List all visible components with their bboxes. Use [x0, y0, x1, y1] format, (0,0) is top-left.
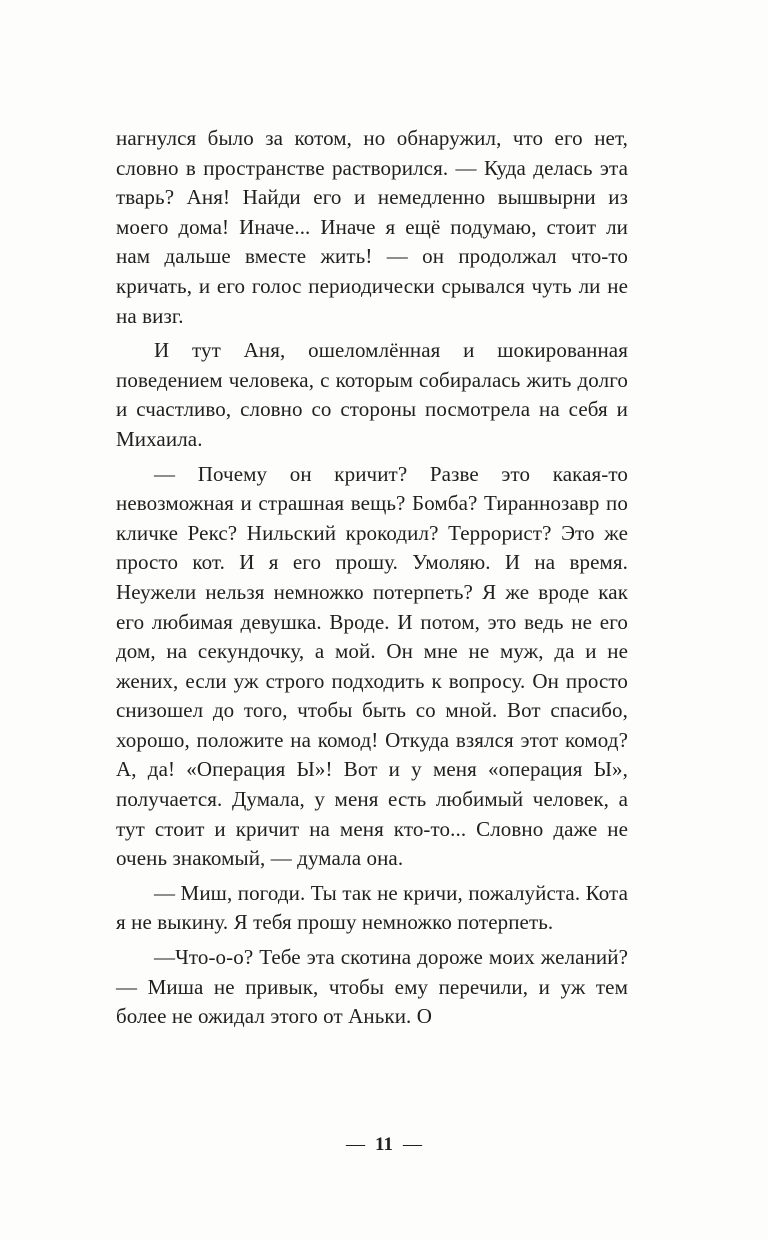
footer-dash-left: —	[346, 1134, 366, 1155]
paragraph-4: — Миш, погоди. Ты так не кричи, пожалуйста. Кота я не выкину. Я тебя прошу немножко потерпеть.	[116, 880, 628, 935]
body-text	[116, 124, 628, 1037]
page-footer	[0, 1134, 768, 1156]
paragraph-1: нагнулся было за котом, но обнаружил, что его нет, словно в пространстве растворился. — Куда делась эта тварь? Аня! Найди его и немедленно вышвырни из моего дома! Иначе... Иначе я ещё подумаю, стоит ли нам дальше вместе жить! — он продолжал что-то кричать, и его голос периодически срывался чуть ли не на визг.	[116, 126, 628, 328]
paragraph-3: — Почему он кричит? Разве это какая-то невозможная и страшная вещь? Бомба? Тираннозавр по кличке Рекс? Нильский крокодил? Террорист? Это же просто кот. И я его прошу. Умоляю. И на время. Неужели нельзя немножко потерпеть? Я же вроде как его любимая девушка. Вроде. И потом, это ведь не его дом, на секундочку, а мой. Он мне не муж, да и не жених, если уж строго подходить к вопросу. Он просто снизошел до того, чтобы быть со мной. Вот спасибо, хорошо, положите на комод! Откуда взялся этот комод? А, да! «Операция Ы»! Вот и у меня «операция Ы», получается. Думала, у меня есть любимый человек, а тут стоит и кричит на меня кто-то... Словно даже не очень знакомый, — думала она.	[116, 461, 628, 871]
paragraph-2: И тут Аня, ошеломлённая и шокированная поведением человека, с которым собиралась жить долго и счастливо, словно со стороны посмотрела на себя и Михаила.	[116, 338, 628, 451]
paragraph-5: —Что-о-о? Тебе эта скотина дороже моих желаний? — Миша не привык, чтобы ему перечили, и уж тем более не ожидал этого от Аньки. О	[116, 945, 628, 1029]
footer-dash-right: —	[402, 1134, 422, 1155]
page-number: 11	[375, 1134, 393, 1155]
